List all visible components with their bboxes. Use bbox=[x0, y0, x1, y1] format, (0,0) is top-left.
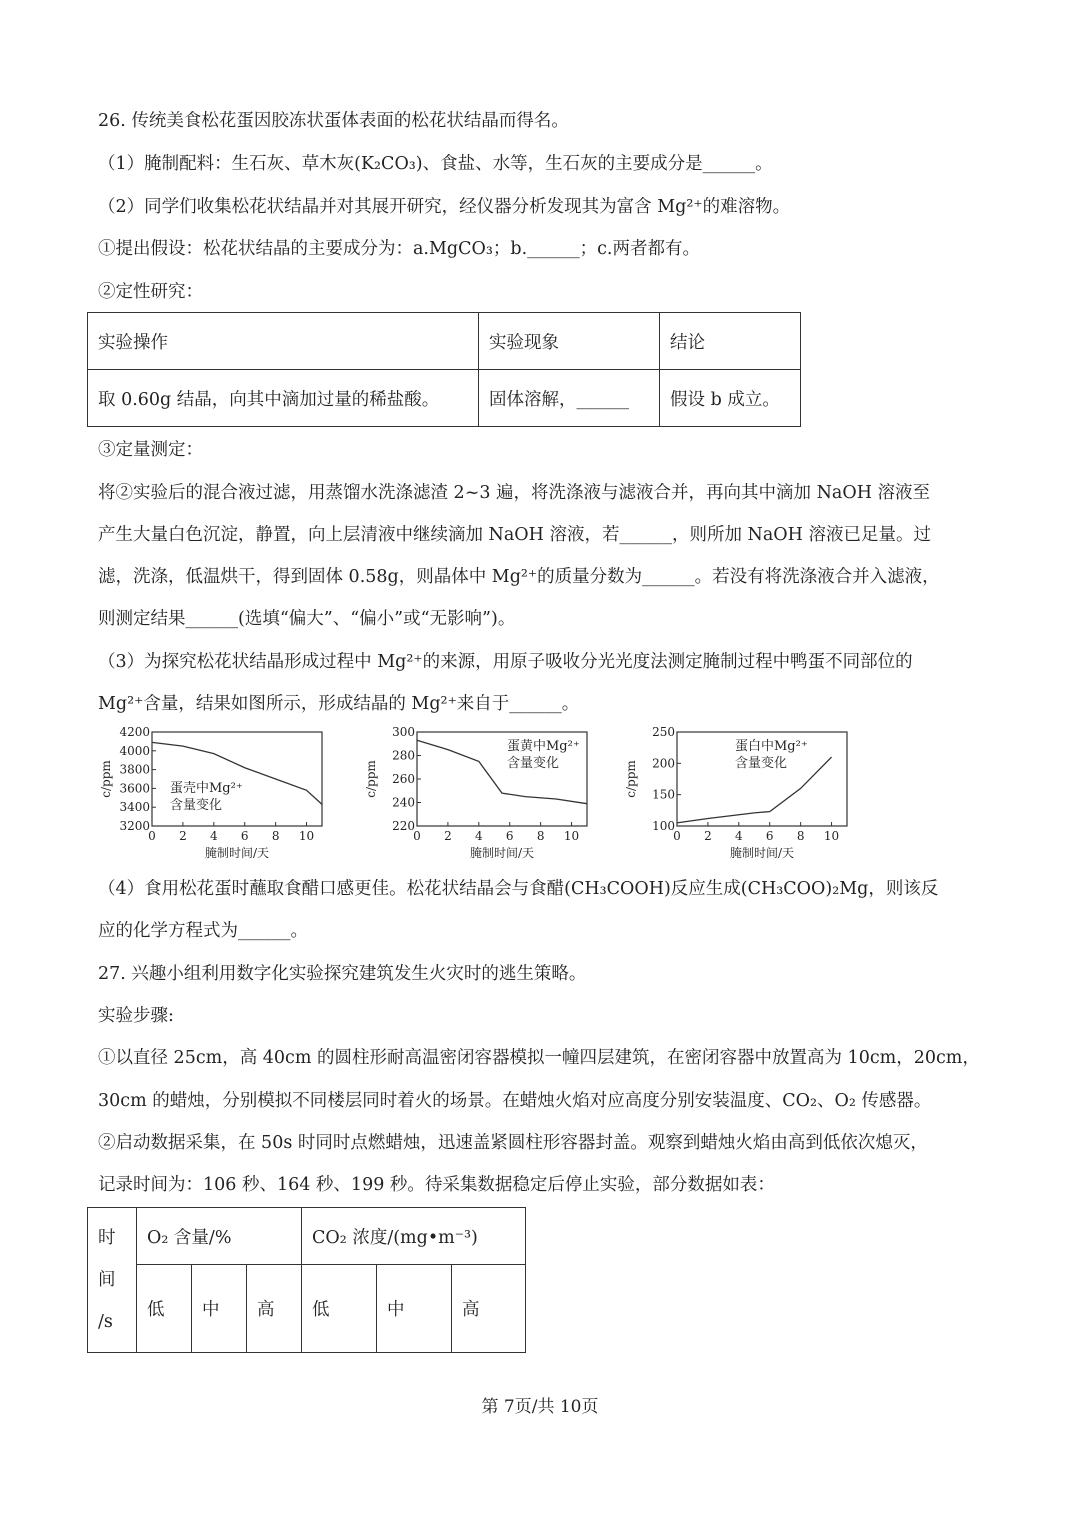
x-tick-label: 8 bbox=[796, 829, 805, 843]
x-tick-label: 2 bbox=[704, 829, 712, 843]
time-label: /s bbox=[98, 1312, 113, 1332]
q26-quantitative-heading: ③定量测定： bbox=[98, 440, 203, 460]
x-tick-label: 2 bbox=[444, 829, 452, 843]
q26-text: 产生大量白色沉淀，静置，向上层清液中继续滴加 NaOH 溶液，若______，则所加 NaOH 溶液已足量。过 bbox=[98, 525, 931, 545]
x-tick-label: 8 bbox=[536, 829, 545, 843]
q27-title: 27. 兴趣小组利用数字化实验探究建筑发生火灾时的逃生策略。 bbox=[98, 964, 587, 984]
chart-annotation: 蛋白中Mg²⁺ bbox=[735, 739, 808, 754]
y-tick-label: 3600 bbox=[119, 781, 150, 796]
chart-annotation: 蛋壳中Mg²⁺ bbox=[170, 781, 243, 796]
x-tick-label: 6 bbox=[765, 829, 774, 843]
x-tick-label: 8 bbox=[271, 829, 280, 843]
y-tick-label: 200 bbox=[652, 756, 675, 771]
chart-yolk bbox=[365, 722, 605, 871]
table-cell: 假设 b 成立。 bbox=[660, 370, 801, 427]
experiment-table bbox=[87, 312, 801, 427]
y-tick-label: 260 bbox=[392, 772, 415, 786]
chart-white bbox=[625, 722, 865, 871]
q26-text: 将②实验后的混合液过滤，用蒸馏水洗涤滤渣 2~3 遍，将洗涤液与滤液合并，再向其中滴加 NaOH 溶液至 bbox=[98, 483, 931, 503]
chart-eggshell bbox=[100, 722, 340, 871]
x-axis-label: 腌制时间/天 bbox=[729, 846, 795, 860]
table-header: 实验操作 bbox=[88, 313, 479, 370]
sub-header: 低 bbox=[137, 1265, 192, 1353]
y-tick-label: 150 bbox=[652, 787, 675, 802]
x-axis-label: 腌制时间/天 bbox=[204, 846, 270, 860]
q26-hypothesis: ①提出假设：松花状结晶的主要成分为：a.MgCO₃；b.______；c.两者都有。 bbox=[98, 239, 700, 259]
q26-part3: （3）为探究松花状结晶形成过程中 Mg²⁺的来源，用原子吸收分光光度法测定腌制过程中鸭蛋不同部位的 bbox=[98, 652, 913, 672]
table-header: 结论 bbox=[660, 313, 801, 370]
q27-step1: ①以直径 25cm，高 40cm 的圆柱形耐高温密闭容器模拟一幢四层建筑，在密闭容器中放置高为 10cm，20cm， bbox=[98, 1048, 980, 1068]
x-tick-label: 0 bbox=[148, 829, 156, 843]
q26-part2: （2）同学们收集松花状结晶并对其展开研究，经仪器分析发现其为富含 Mg²⁺的难溶物。 bbox=[98, 197, 791, 217]
y-tick-label: 100 bbox=[652, 819, 675, 833]
y-axis-label: c/ppm bbox=[99, 760, 113, 798]
chart-annotation: 蛋黄中Mg²⁺ bbox=[507, 739, 580, 754]
sub-header: 高 bbox=[452, 1265, 526, 1353]
y-tick-label: 3200 bbox=[119, 819, 150, 833]
y-tick-label: 280 bbox=[392, 748, 415, 763]
x-tick-label: 4 bbox=[474, 829, 483, 843]
time-header-cell bbox=[88, 1208, 137, 1353]
q26-title: 26. 传统美食松花蛋因胶冻状蛋体表面的松花状结晶而得名。 bbox=[98, 111, 569, 131]
sub-header: 低 bbox=[302, 1265, 377, 1353]
data-table bbox=[87, 1207, 526, 1353]
sub-header: 中 bbox=[192, 1265, 247, 1353]
sub-header: 中 bbox=[377, 1265, 452, 1353]
x-tick-label: 2 bbox=[179, 829, 187, 843]
x-tick-label: 10 bbox=[298, 829, 315, 843]
chart-annotation: 含量变化 bbox=[735, 756, 788, 771]
q26-text: 滤，洗涤，低温烘干，得到固体 0.58g，则晶体中 Mg²⁺的质量分数为______。若没有将洗涤液合并入滤液， bbox=[98, 567, 940, 587]
x-tick-label: 0 bbox=[413, 829, 421, 843]
y-tick-label: 3800 bbox=[119, 762, 150, 777]
x-tick-label: 10 bbox=[823, 829, 840, 843]
y-tick-label: 220 bbox=[392, 819, 415, 833]
time-label: 间 bbox=[98, 1270, 116, 1290]
o2-header: O₂ 含量/% bbox=[137, 1208, 302, 1265]
q26-part3-cont: Mg²⁺含量，结果如图所示，形成结晶的 Mg²⁺来自于______。 bbox=[98, 694, 580, 714]
y-tick-label: 240 bbox=[392, 795, 415, 810]
y-axis-label: c/ppm bbox=[624, 760, 638, 798]
chart-annotation: 含量变化 bbox=[170, 798, 223, 813]
x-tick-label: 4 bbox=[734, 829, 743, 843]
q27-steps-heading: 实验步骤: bbox=[98, 1006, 174, 1026]
x-tick-label: 0 bbox=[673, 829, 681, 843]
q26-part4-cont: 应的化学方程式为______。 bbox=[98, 921, 308, 941]
x-tick-label: 6 bbox=[505, 829, 514, 843]
table-header: 实验现象 bbox=[479, 313, 660, 370]
y-tick-label: 300 bbox=[392, 725, 415, 739]
y-tick-label: 4200 bbox=[119, 725, 150, 739]
x-tick-label: 10 bbox=[563, 829, 580, 843]
y-tick-label: 250 bbox=[652, 725, 675, 739]
page-footer: 第 7页/共 10页 bbox=[481, 1397, 599, 1417]
time-label: 时 bbox=[98, 1228, 116, 1248]
x-axis-label: 腌制时间/天 bbox=[469, 846, 535, 860]
chart-annotation: 含量变化 bbox=[507, 756, 560, 771]
q26-part1: （1）腌制配料：生石灰、草木灰(K₂CO₃)、食盐、水等，生石灰的主要成分是______。 bbox=[98, 154, 773, 174]
q26-text: 则测定结果______(选填“偏大”、“偏小”或“无影响”)。 bbox=[98, 609, 516, 629]
co2-header: CO₂ 浓度/(mg•m⁻³) bbox=[302, 1208, 526, 1265]
q27-step2: ②启动数据采集，在 50s 时同时点燃蜡烛，迅速盖紧圆柱形容器封盖。观察到蜡烛火焰由高到低依次熄灭， bbox=[98, 1133, 928, 1153]
x-tick-label: 4 bbox=[209, 829, 218, 843]
table-cell: 固体溶解，______ bbox=[479, 370, 660, 427]
y-tick-label: 3400 bbox=[119, 800, 150, 815]
y-axis-label: c/ppm bbox=[364, 760, 378, 798]
q26-part4: （4）食用松花蛋时蘸取食醋口感更佳。松花状结晶会与食醋(CH₃COOH)反应生成(CH₃COO)₂Mg，则该反 bbox=[98, 879, 939, 899]
table-cell: 取 0.60g 结晶，向其中滴加过量的稀盐酸。 bbox=[88, 370, 479, 427]
sub-header: 高 bbox=[247, 1265, 302, 1353]
q27-step1-cont: 30cm 的蜡烛，分别模拟不同楼层同时着火的场景。在蜡烛火焰对应高度分别安装温度、CO₂、O₂ 传感器。 bbox=[98, 1091, 932, 1111]
q26-qualitative-heading: ②定性研究： bbox=[98, 282, 203, 302]
x-tick-label: 6 bbox=[240, 829, 249, 843]
y-tick-label: 4000 bbox=[119, 743, 150, 758]
q27-step2-cont: 记录时间为：106 秒、164 秒、199 秒。待采集数据稳定后停止实验，部分数据如表： bbox=[98, 1175, 775, 1195]
